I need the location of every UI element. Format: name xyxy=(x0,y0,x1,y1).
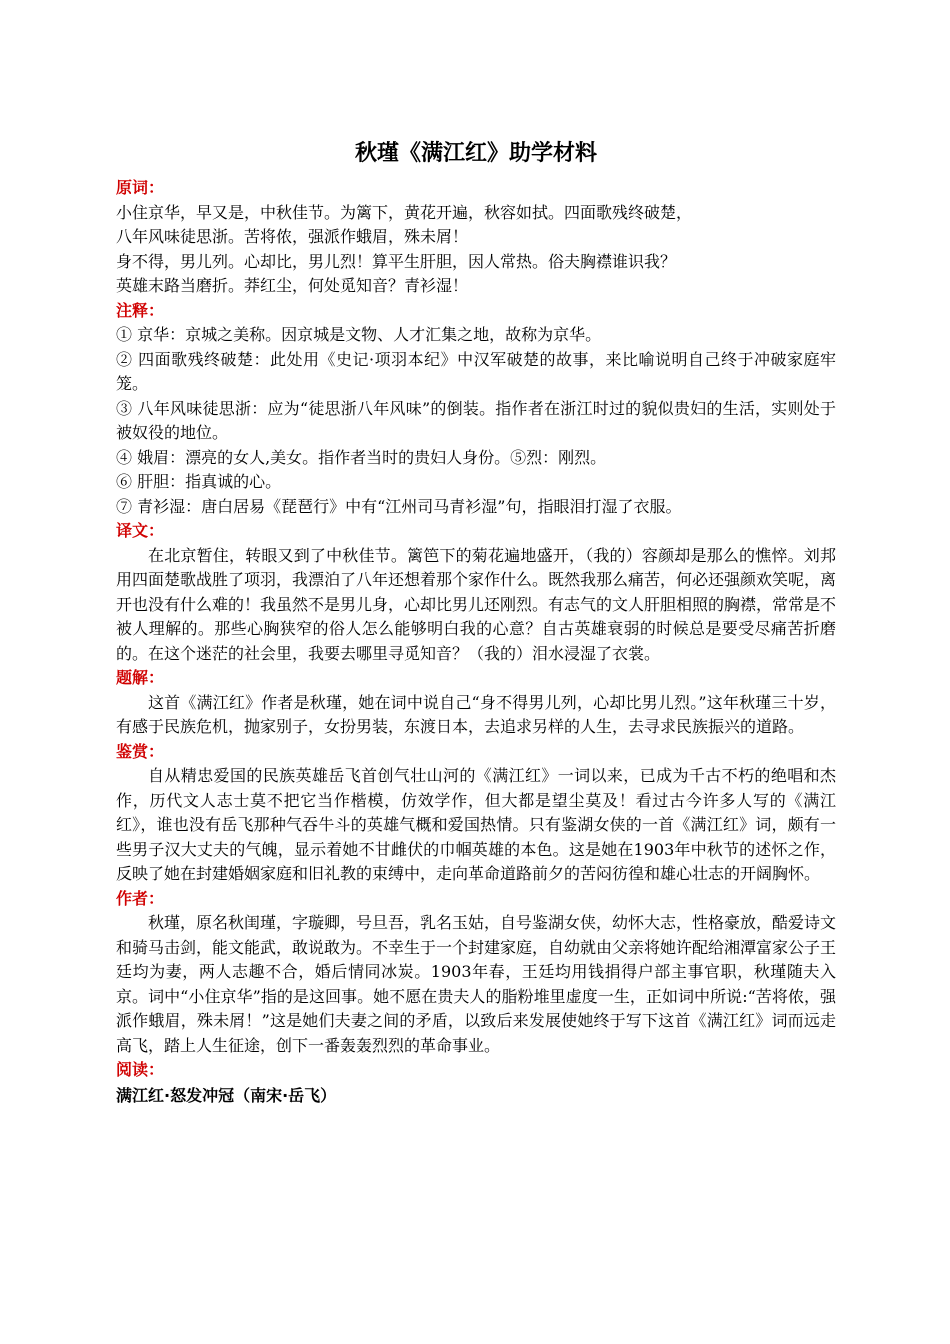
author-text: 秋瑾，原名秋闺瑾，字璇卿，号旦吾，乳名玉姑，自号鉴湖女侠，幼怀大志，性格豪放，酷爱诗文和骑马击剑，能文能武，敢说敢为。不幸生于一个封建家庭，自幼就由父亲将她许配给湘潭富家公子王廷均为妻，两人志趣不合，婚后情同冰炭。1903年春，王廷均用钱捐得户部主事官职，秋瑾随夫入京。词中“小住京华”指的是这回事。她不愿在贵夫人的脂粉堆里虚度一生，正如词中所说:“苦将侬，强派作蛾眉，殊未屑！”这是她们夫妻之间的矛盾，以致后来发展使她终于写下这首《满江红》词而远走高飞，踏上人生征途，创下一番轰轰烈烈的革命事业。 xyxy=(116,913,837,1055)
notes-heading: 注释： xyxy=(116,300,165,320)
notes-section xyxy=(116,299,836,520)
document-title: 秋瑾《满江红》助学材料 xyxy=(354,141,597,166)
original-line: 八年风味徒思浙。苦将侬，强派作蛾眉，殊未屑！ xyxy=(116,227,469,246)
author-section xyxy=(116,887,836,1059)
note-item: ② 四面歌残终破楚：此处用《史记·项羽本纪》中汉军破楚的故事，来比喻说明自己终于冲破家庭牢笼。 xyxy=(116,349,836,393)
appreciation-heading: 鉴赏： xyxy=(116,741,165,761)
note-item: ⑥ 肝胆：指真诚的心。 xyxy=(116,472,282,491)
reading-section xyxy=(116,1058,836,1109)
appreciation-section xyxy=(116,740,836,887)
original-line: 小住京华，早又是，中秋佳节。为篱下，黄花开遍，秋容如拭。四面歌残终破楚， xyxy=(116,202,693,222)
note-item: ③ 八年风味徒思浙：应为“徒思浙八年风味”的倒装。指作者在浙江时过的貌似贵妇的生活，实则处于被奴役的地位。 xyxy=(116,398,836,442)
translation-text: 在北京暂住，转眼又到了中秋佳节。篱笆下的菊花遍地盛开，（我的）容颜却是那么的憔悴。刘邦用四面楚歌战胜了项羽，我漂泊了八年还想着那个家作什么。既然我那么痛苦，何必还强颜欢笑呢，离开也没有什么难的！我虽然不是男儿身，心却比男儿还刚烈。有志气的文人肝胆相照的胸襟，常常是不被人理解的。那些心胸狭窄的俗人怎么能够明白我的心意？自古英雄衰弱的时候总是要受尽痛苦折磨的。在这个迷茫的社会里，我要去哪里寻觅知音？（我的）泪水浸湿了衣裳。 xyxy=(116,545,837,663)
original-heading: 原词： xyxy=(116,178,165,197)
note-item: ⑦ 青衫湿：唐白居易《琵琶行》中有“江州司马青衫湿”句，指眼泪打湿了衣服。 xyxy=(116,496,682,516)
interpretation-heading: 题解： xyxy=(116,668,165,687)
translation-section xyxy=(116,519,836,666)
author-heading: 作者： xyxy=(116,888,165,908)
original-section xyxy=(116,176,836,299)
interpretation-text: 这首《满江红》作者是秋瑾，她在词中说自己“身不得男儿列，心却比男儿烈。”这年秋瑾三十岁，有感于民族危机，抛家别子，女扮男装，东渡日本，去追求另样的人生，去寻求民族振兴的道路。 xyxy=(116,692,836,736)
original-line: 英雄末路当磨折。莽红尘，何处觅知音？青衫湿！ xyxy=(116,276,469,295)
reading-heading: 阅读： xyxy=(116,1060,165,1079)
note-item: ④ 娥眉：漂亮的女人,美女。指作者当时的贵妇人身份。⑤烈：刚烈。 xyxy=(116,447,607,467)
document-body xyxy=(116,140,836,1109)
note-item: ① 京华：京城之美称。因京城是文物、人才汇集之地，故称为京华。 xyxy=(116,325,602,344)
translation-heading: 译文： xyxy=(116,521,165,540)
interpretation-section xyxy=(116,666,836,740)
original-line: 身不得，男儿列。心却比，男儿烈！算平生肝胆，因人常热。俗夫胸襟谁识我？ xyxy=(116,251,677,271)
reading-poem-title: 满江红·怒发冲冠（南宋·岳飞） xyxy=(116,1085,337,1105)
appreciation-text: 自从精忠爱国的民族英雄岳飞首创气壮山河的《满江红》一词以来，已成为千古不朽的绝唱和杰作，历代文人志士莫不把它当作楷模，仿效学作，但大都是望尘莫及！看过古今许多人写的《满江红》，谁也没有岳飞那种气吞牛斗的英雄气概和爱国热情。只有鉴湖女侠的一首《满江红》词，颇有一些男子汉大丈夫的气魄，显示着她不甘雌伏的巾帼英雄的本色。这是她在1903年中秋节的述怀之作，反映了她在封建婚姻家庭和旧礼教的束缚中，走向革命道路前夕的苦闷彷徨和雄心壮志的开阔胸怀。 xyxy=(116,766,836,883)
